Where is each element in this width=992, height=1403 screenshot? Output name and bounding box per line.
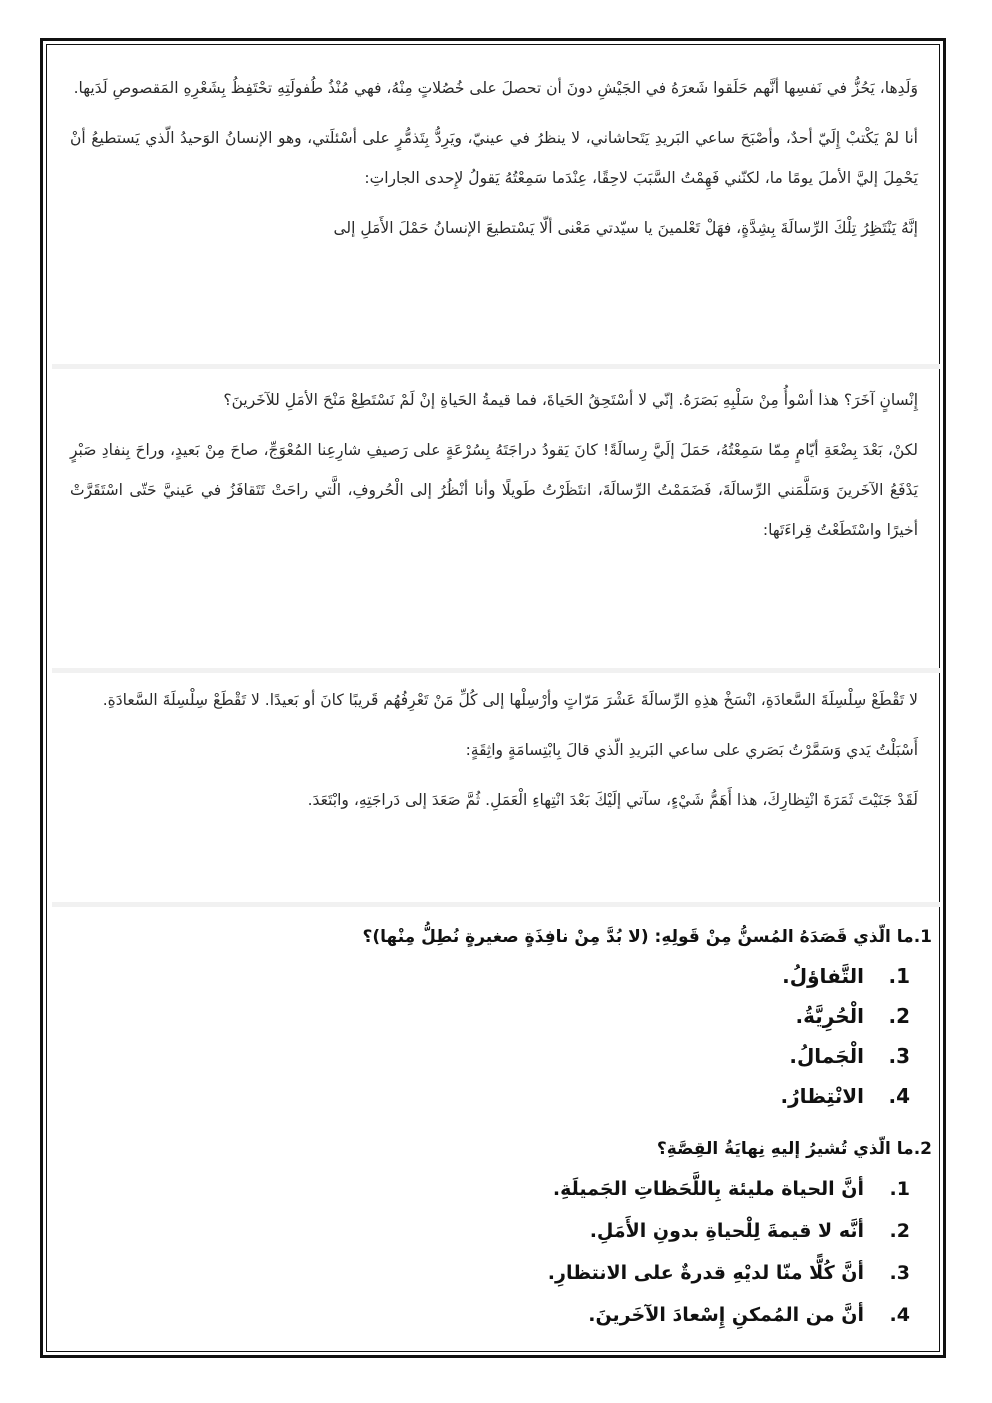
section-divider [52, 364, 940, 369]
option-number: 3. [888, 1044, 910, 1068]
answer-option[interactable] [60, 1168, 910, 1210]
answer-option[interactable] [60, 1076, 910, 1116]
option-text: أنَّه لا قيمةَ لِلْحياةِ بدونِ الأَمَلِ. [589, 1220, 864, 1242]
question-title: 2.ما الّذي تُشيرُ إليهِ نِهايَةُ القِصَّةِ؟ [656, 1139, 932, 1159]
option-text: أنَّ كُلًّا منّا لديْهِ قدرةٌ على الانتظارِ. [547, 1262, 864, 1284]
answer-option[interactable] [60, 1036, 910, 1076]
option-text: الْحُرِيَّةُ. [795, 1004, 864, 1028]
answer-options [60, 1168, 932, 1336]
section-divider [52, 668, 940, 673]
option-number: 4. [888, 1084, 910, 1108]
passage-section-3 [52, 680, 940, 820]
answer-option[interactable] [60, 1252, 910, 1294]
passage-paragraph: لكنْ، بَعْدَ بِضْعَةِ أيّامٍ مِمّا سَمِعْتُهُ، حَمَلَ إلَيَّ رِسالَةً! كانَ يَقودُ دراجَتَهُ بِسُرْعَةٍ على رَصيفِ شارِعِنا المُعْوَجِّ، صاحَ مِنْ بَعيدٍ، وراحَ بِنفادِ صَبْرٍ يَدْفَعُ الآخَرينَ وَسَلَّمَني الرِّسالَةَ، فَضَمَمْتُ الرِّسالَةَ، انتَظَرْتُ طَويلًا وأنا أنْظُرُ إلى الْحُروفِ، الَّتي راحَتْ تَتَقافَزُ في عَينيَّ حَتّى اسْتَقَرَّتْ أخيرًا واسْتَطَعْتُ قِراءَتَها: [70, 441, 918, 539]
answer-options [60, 956, 932, 1116]
passage-paragraph: لَقَدْ جَنَيْتَ ثَمَرَةَ انْتِظارِكَ، هذا أَهَمُّ شَيْءٍ، سآتي إلَيْكَ بَعْدَ انْتِهاءِ الْعَمَلِ. ثُمَّ صَعَدَ إلى دَراجَتِهِ، وابْتَعَدَ. [307, 791, 918, 809]
option-text: أنَّ الحياة مليئة بِاللَّحَظاتِ الجَميلَةِ. [552, 1178, 864, 1200]
option-text: الانْتِظارُ. [780, 1084, 864, 1108]
answer-option[interactable] [60, 956, 910, 996]
question-title: 1.ما الّذي قَصَدَهُ المُسنُّ مِنْ قَولِهِ: (لا بُدَّ مِنْ نافِذَةٍ صغيرةٍ نُطِلُّ مِنْها)؟ [362, 927, 932, 947]
option-text: الْجَمالُ. [789, 1044, 864, 1068]
option-number: 2. [889, 1220, 910, 1242]
question-1 [60, 918, 932, 1116]
option-text: التَّفاؤلُ. [782, 964, 864, 988]
passage-paragraph: أنا لمْ يَكْتبْ إِلَيّ أحدٌ، وأصْبَحَ ساعي البَريدِ يَتَحاشاني، لا ينظرُ في عينيّ، ويَرِدُّ بِتَذمُّرٍ على أسْئلَتي، وهو الإنسانُ الوَحيدُ الّذي يَستطيعُ أنْ يَحْمِلَ إليَّ الأملَ يومًا ما، لكنّني فَهِمْتُ السَّبَبَ لاحِقًا، عِنْدَما سَمِعْتُهُ يَقولُ لإِحدى الجاراتِ: [70, 129, 918, 187]
answer-option[interactable] [60, 1210, 910, 1252]
passage-paragraph: لا تَقْطَعْ سِلْسِلَةَ السَّعادَةِ، انْسَخْ هذِهِ الرِّسالَةَ عَشْرَ مَرّاتٍ وأرْسِلْها إلى كُلِّ مَنْ تَعْرِفُهُم قَريبًا كانَ أو بَعيدًا. لا تَقْطَعْ سِلْسِلَةَ السَّعادَةِ. [102, 691, 918, 709]
passage-paragraph: وَلَدِها، يَحُزُّ في نَفسِها أنَّهم حَلَقوا شَعرَهُ في الجَيْشِ دونَ أن تحصلَ على خُصُلاتٍ مِنْهُ، فهي مُنْذُ طُفولَتِهِ تحْتَفِظُ بِشَعْرِهِ المَقصوصِ لَدَيها. [73, 79, 918, 97]
passage-paragraph: أَسْبَلْتُ يَدي وَسَمَّرْتُ بَصَري على ساعي البَريدِ الّذي قالَ بِابْتِسامَةٍ واثِقَةٍ: [465, 741, 918, 759]
section-divider [52, 902, 940, 907]
answer-option[interactable] [60, 996, 910, 1036]
passage-section-2 [52, 380, 940, 550]
option-number: 4. [889, 1304, 910, 1326]
passage-paragraph: إنَّهُ يَنْتَظِرُ تِلْكَ الرِّسالَةَ بِشِدَّةٍ، فهَلْ تَعْلمينَ يا سيّدتي مَعْنى ألّا يَسْتطيعَ الإنسانُ حَمْلَ الأَمَلِ إلى [333, 219, 918, 237]
question-2 [60, 1130, 932, 1336]
questions-section [60, 918, 932, 1336]
passage-paragraph: إِنْسانٍ آخَرَ؟ هذا أسْوأُ مِنْ سَلْبِهِ بَصَرَهُ. إنّي لا أسْتَحِقُ الحَياةَ، فما قيمةُ الحَياةِ إنْ لَمْ نَسْتَطِعْ مَنْحَ الأمَلِ للآخَرينَ؟ [223, 391, 918, 409]
option-number: 1. [888, 964, 910, 988]
option-number: 1. [889, 1178, 910, 1200]
option-text: أنَّ من المُمكنِ إِسْعادَ الآخَرينَ. [588, 1304, 864, 1326]
option-number: 3. [889, 1262, 910, 1284]
passage-section-1 [52, 68, 940, 248]
answer-option[interactable] [60, 1294, 910, 1336]
option-number: 2. [888, 1004, 910, 1028]
